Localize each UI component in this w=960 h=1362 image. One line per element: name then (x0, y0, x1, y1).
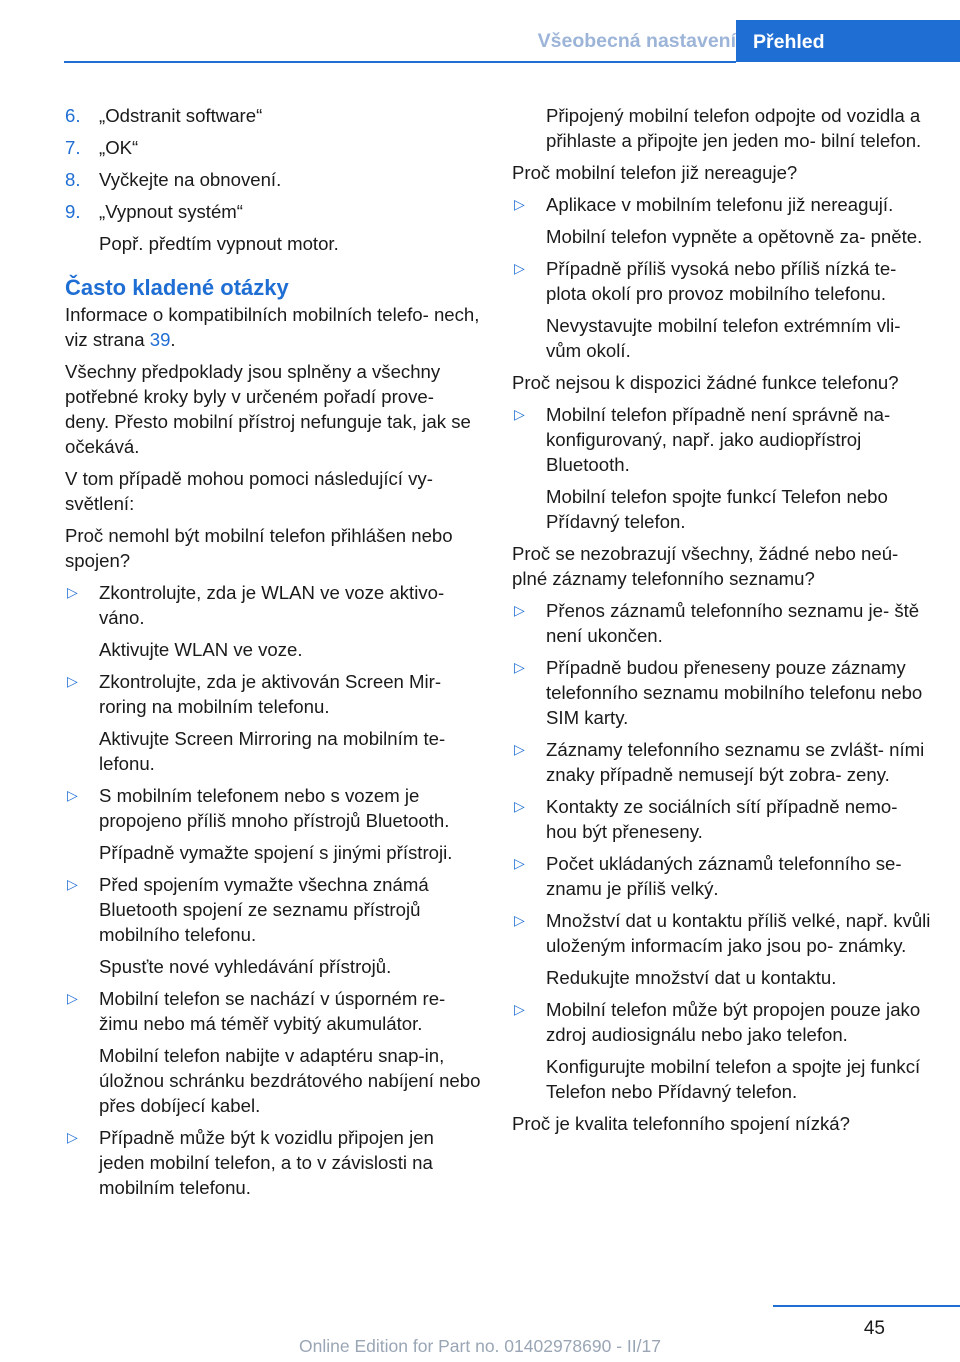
triangle-right-icon: ▷ (514, 798, 525, 814)
step-text: „Odstranit software“ (99, 105, 263, 126)
bullet-note: Spusťte nové vyhledávání přístrojů. (99, 956, 392, 977)
triangle-right-icon: ▷ (514, 602, 525, 618)
intro-paragraph (65, 302, 483, 352)
triangle-right-icon: ▷ (67, 673, 78, 689)
bullet-text: Přenos záznamů telefonního seznamu je‐ ště není ukončen. (546, 600, 920, 646)
triangle-right-icon: ▷ (514, 912, 525, 928)
bullet-item (512, 192, 932, 217)
step-number: 7. (65, 137, 81, 158)
question-5: Proč je kvalita telefonního spojení nízká? (512, 1113, 850, 1134)
bullet-text: Množství dat u kontaktu příliš velké, např. kvůli uloženým informacím jako jsou po‐ známky. (546, 910, 931, 956)
page-link[interactable]: 39 (149, 329, 171, 350)
step-text: Vyčkejte na obnovení. (99, 169, 282, 190)
bullet-text: Případně může být k vozidlu připojen jen jeden mobilní telefon, a to v závislosti na mobilním telefonu. (99, 1127, 434, 1198)
step-text: „Vypnout systém“ (99, 201, 243, 222)
triangle-right-icon: ▷ (514, 741, 525, 757)
bullet-item (512, 794, 932, 844)
bullet-text: Kontakty ze sociálních sítí případně nemo‐ hou být přeneseny. (546, 796, 898, 842)
page-header (0, 0, 960, 62)
triangle-right-icon: ▷ (67, 876, 78, 892)
edition-footer: Online Edition for Part no. 01402978690 - II/17 (299, 1336, 661, 1356)
triangle-right-icon: ▷ (514, 196, 525, 212)
bullet-note: Redukujte množství dat u kontaktu. (546, 967, 837, 988)
bullet-text: S mobilním telefonem nebo s vozem je propojeno příliš mnoho přístrojů Bluetooth. (99, 785, 450, 831)
bullet-text: Záznamy telefonního seznamu se zvlášt‐ ními znaky případně nemusejí být zobra‐ zeny. (546, 739, 925, 785)
bullet-item (65, 1125, 483, 1200)
bullet-text: Aplikace v mobilním telefonu již nereagují. (546, 194, 894, 215)
triangle-right-icon: ▷ (67, 584, 78, 600)
question-1: Proč nemohl být mobilní telefon přihlášen nebo spojen? (65, 525, 453, 571)
triangle-right-icon: ▷ (67, 787, 78, 803)
bullet-item (65, 872, 483, 947)
triangle-right-icon: ▷ (67, 990, 78, 1006)
bullet-text: Počet ukládaných záznamů telefonního se‐ znamu je příliš velký. (546, 853, 902, 899)
question-2: Proč mobilní telefon již nereaguje? (512, 162, 798, 183)
bullet-note: Mobilní telefon vypněte a opětovně za‐ pněte. (546, 226, 923, 247)
bullet-item (512, 655, 932, 730)
bullet-item (65, 986, 483, 1036)
bullet-text: Mobilní telefon se nachází v úsporném re‐ žimu nebo má téměř vybitý akumulátor. (99, 988, 446, 1034)
header-tab-label: Přehled (753, 31, 825, 53)
footer-rule (773, 1305, 960, 1307)
step-item (65, 167, 483, 192)
triangle-right-icon: ▷ (514, 855, 525, 871)
intro-paragraph: V tom případě mohou pomoci následující vy‐ světlení: (65, 468, 433, 514)
triangle-right-icon: ▷ (67, 1129, 78, 1145)
question-3: Proč nejsou k dispozici žádné funkce telefonu? (512, 372, 899, 393)
step-note: Popř. předtím vypnout motor. (99, 233, 339, 254)
bullet-note: Mobilní telefon spojte funkcí Telefon nebo Přídavný telefon. (546, 486, 888, 532)
bullet-item (512, 402, 932, 477)
bullet-item (65, 783, 483, 833)
bullet-note: Nevystavujte mobilní telefon extrémním vli‐ vům okolí. (546, 315, 901, 361)
bullet-text: Zkontrolujte, zda je WLAN ve voze aktivo‐ váno. (99, 582, 445, 628)
right-column (512, 103, 932, 1143)
bullet-item (65, 580, 483, 630)
intro-text: Informace o kompatibilních mobilních telefo‐ nech, viz strana (65, 304, 480, 350)
step-number: 8. (65, 169, 81, 190)
bullet-item (512, 908, 932, 958)
question-4: Proč se nezobrazují všechny, žádné nebo neú‐ plné záznamy telefonního seznamu? (512, 543, 899, 589)
bullet-note: Případně vymažte spojení s jinými přístroji. (99, 842, 453, 863)
bullet-item (512, 851, 932, 901)
triangle-right-icon: ▷ (514, 406, 525, 422)
bullet-note: Připojený mobilní telefon odpojte od vozidla a přihlaste a připojte jen jeden mo‐ bilní telefon. (546, 105, 922, 151)
bullet-item (512, 256, 932, 306)
left-column (65, 103, 483, 1200)
bullet-text: Před spojením vymažte všechna známá Bluetooth spojení ze seznamu přístrojů mobilního telefonu. (99, 874, 429, 945)
bullet-text: Zkontrolujte, zda je aktivován Screen Mir‐ roring na mobilním telefonu. (99, 671, 442, 717)
step-item (65, 135, 483, 160)
step-item (65, 103, 483, 128)
triangle-right-icon: ▷ (514, 260, 525, 276)
intro-paragraph: Všechny předpoklady jsou splněny a všechny potřebné kroky byly v určeném pořadí prove‐ deny. Přesto mobilní přístroj nefunguje tak, jak se očekává. (65, 361, 471, 457)
triangle-right-icon: ▷ (514, 1001, 525, 1017)
bullet-note: Aktivujte WLAN ve voze. (99, 639, 303, 660)
step-number: 6. (65, 105, 81, 126)
step-item (65, 199, 483, 224)
intro-text-end: . (170, 329, 176, 350)
faq-heading: Často kladené otázky (65, 275, 289, 300)
header-tab (736, 20, 960, 62)
bullet-note: Mobilní telefon nabijte v adaptéru snap-in, úložnou schránku bezdrátového nabíjení nebo přes dobíjecí kabel. (99, 1045, 481, 1116)
bullet-item (512, 598, 932, 648)
bullet-note: Konfigurujte mobilní telefon a spojte jej funkcí Telefon nebo Přídavný telefon. (546, 1056, 921, 1102)
bullet-text: Případně příliš vysoká nebo příliš nízká te‐ plota okolí pro provoz mobilního telefonu. (546, 258, 897, 304)
bullet-note: Aktivujte Screen Mirroring na mobilním te‐ lefonu. (99, 728, 446, 774)
header-section-title: Všeobecná nastavení (537, 30, 736, 52)
step-text: „OK“ (99, 137, 139, 158)
triangle-right-icon: ▷ (514, 659, 525, 675)
bullet-text: Mobilní telefon případně není správně na‐ konfigurovaný, např. jako audiopřístroj Bluetooth. (546, 404, 891, 475)
bullet-text: Mobilní telefon může být propojen pouze jako zdroj audiosignálu nebo jako telefon. (546, 999, 921, 1045)
bullet-item (512, 997, 932, 1047)
page-number: 45 (863, 1318, 885, 1339)
step-number: 9. (65, 201, 81, 222)
bullet-item (512, 737, 932, 787)
bullet-item (65, 669, 483, 719)
bullet-text: Případně budou přeneseny pouze záznamy telefonního seznamu mobilního telefonu nebo SIM karty. (546, 657, 923, 728)
header-rule (64, 61, 736, 63)
